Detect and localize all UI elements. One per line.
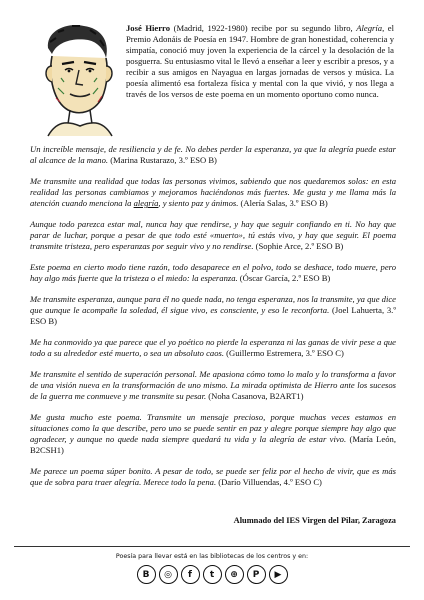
comment-text: Me gusta mucho este poema. Transmite un mensaje precioso, porque muchas veces estamos en situaciones como la que describe, pero uno se puede sentir en paz y alegre porque siempre hay algo que agradecer, y aunque no quede nada siempre quedará tu vida y la alegría de estar vivo. bbox=[30, 412, 396, 444]
student-comment bbox=[30, 369, 396, 402]
comment-author: (Marina Rustarazo, 3.º ESO B) bbox=[108, 155, 217, 165]
bio-text: (Madrid, 1922-1980) recibe por su segundo libro, bbox=[170, 23, 357, 33]
student-comment bbox=[30, 466, 396, 488]
comment-text: Me ha conmovido ya que parece que el yo poético no pierde la esperanza ni las ganas de vivir pese a que todo a su alrededor esté muerto, o sea un absoluto caos. bbox=[30, 337, 396, 358]
blog-icon[interactable]: B bbox=[137, 565, 156, 584]
comment-author: (Sophie Arce, 2.º ESO B) bbox=[253, 241, 344, 251]
student-comment bbox=[30, 337, 396, 359]
author-name: José Hierro bbox=[126, 23, 171, 33]
footer-divider bbox=[14, 546, 410, 547]
comment-author: (Darío Villuendas, 4.º ESO C) bbox=[216, 477, 322, 487]
youtube-icon[interactable]: ▶ bbox=[269, 565, 288, 584]
comment-text: Aunque todo parezca estar mal, nunca hay que rendirse, y hay que seguir confiando en ti. No hay que parar de luchar, porque a pesar de que todo esté «muerto», tú estás vivo, y hay que seguir. El poema transmite tristeza, pero esperanzas por seguir vivo y no rendirse. bbox=[30, 219, 396, 251]
student-comment bbox=[30, 262, 396, 284]
footer-text: Poesía para llevar está en las bibliotecas de los centros y en: bbox=[115, 553, 309, 560]
twitter-icon[interactable]: t bbox=[203, 565, 222, 584]
comment-underlined-word: alegría bbox=[133, 198, 159, 208]
signature: Alumnado del IES Virgen del Pilar, Zaragoza bbox=[233, 516, 396, 525]
student-comment bbox=[30, 412, 396, 456]
comment-text: Un increíble mensaje, de resiliencia y de fe. No debes perder la esperanza, ya que la alegría puede estar al alcance de la mano. bbox=[30, 144, 396, 165]
pinterest-icon[interactable]: P bbox=[247, 565, 266, 584]
facebook-icon[interactable]: f bbox=[181, 565, 200, 584]
comment-text: Este poema en cierto modo tiene razón, todo desaparece en el polvo, todo se deshace, todo muere, pero hay algo más fuerte que la tristeza o el miedo: la esperanza. bbox=[30, 262, 396, 283]
comment-author: (Joel Lahuerta, 3.º ESO B) bbox=[30, 305, 396, 326]
student-comment bbox=[30, 176, 396, 209]
comment-text: Me transmite esperanza, aunque para él no quede nada, no tenga esperanza, nos la transmite, ya que dice que aunque le acompañe la soledad, él sigue vivo, es consciente, y eso le reconforta. bbox=[30, 294, 396, 315]
comment-author: (Alería Salas, 3.º ESO B) bbox=[238, 198, 328, 208]
book-title: Alegría bbox=[356, 23, 383, 33]
instagram-icon[interactable]: ◎ bbox=[159, 565, 178, 584]
comment-author: (Noha Casanova, B2ART1) bbox=[206, 391, 304, 401]
author-biography bbox=[126, 23, 394, 100]
student-comments bbox=[30, 144, 396, 498]
comment-text: Me transmite el sentido de superación personal. Me apasiona cómo tomo lo malo y lo transforma a favor de una visión nueva en la transformación de uno mismo. La mirada optimista de Hierro ante los sucesos de la guerra me conmueve y me transmite su pesar. bbox=[30, 369, 396, 401]
bio-text: , el Premio Adonáis de Poesía en 1947. Hombre de gran honestidad, coherencia y simpatía, conoció muy joven la experiencia de la cárcel y la desolación de la posguerra. Su entusiasmo vital le llevó a enseñar a leer y escribir a presos, y a recibir a sus amigos en Nayagua en largas jornadas de versos y música. La poesía alimentó esa fortaleza física y mental con la que vivió, y nos llega a través de los versos de este poema en un momento oportuno como nunca. bbox=[126, 23, 395, 99]
social-icons bbox=[0, 565, 424, 584]
student-comment bbox=[30, 144, 396, 166]
web-icon[interactable]: ⊕ bbox=[225, 565, 244, 584]
comment-text: Me transmite una realidad que todas las personas vivimos, sabiendo que nos quedaremos solos: en esta realidad las personas cambiamos y mejoramos haciéndonos más fuertes. Me gusta y me llama más la atención cuando menciona la bbox=[30, 176, 396, 208]
comment-author: (Guillermo Estremera, 3.º ESO C) bbox=[223, 348, 344, 358]
student-comment bbox=[30, 294, 396, 327]
comment-author: (María León, B2CSH1) bbox=[30, 434, 396, 455]
student-comment bbox=[30, 219, 396, 252]
comment-text: , y siento paz y ánimos. bbox=[158, 198, 239, 208]
author-portrait-drawing bbox=[28, 18, 120, 138]
comment-author: (Óscar García, 2.º ESO B) bbox=[237, 273, 331, 283]
comment-text: Me parece un poema súper bonito. A pesar de todo, se puede ser feliz por el hecho de vivir, que es más que de sobra para traer alegría. Merece todo la pena. bbox=[30, 466, 396, 487]
